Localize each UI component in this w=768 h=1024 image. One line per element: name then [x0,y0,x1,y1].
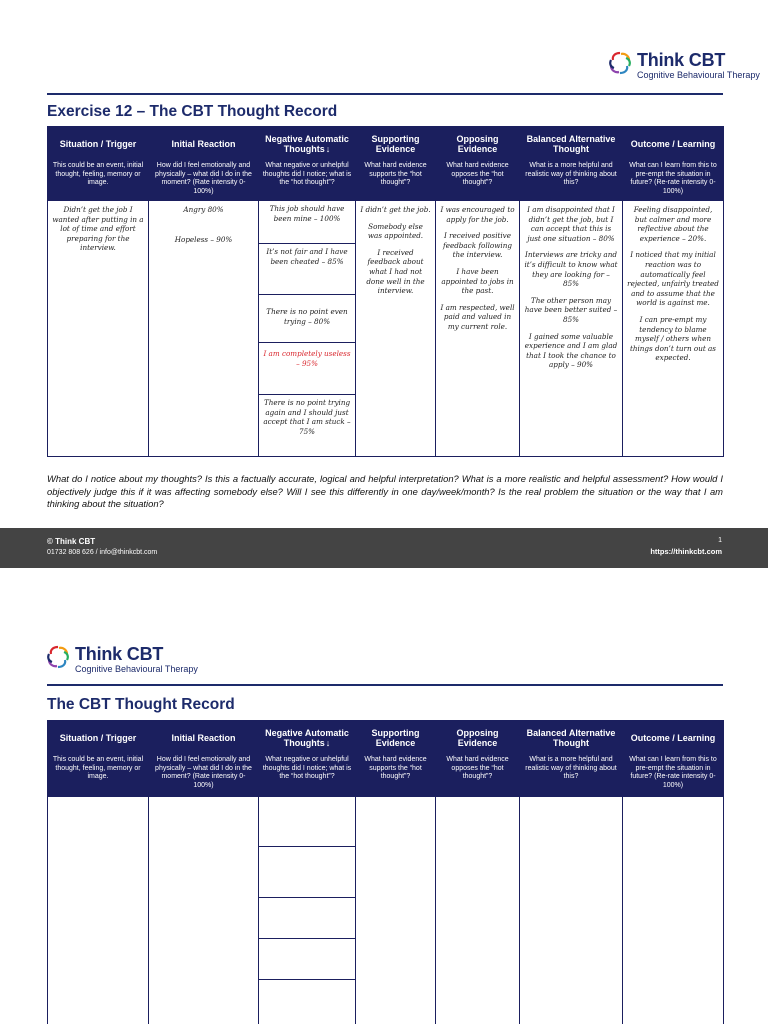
brand-tagline: Cognitive Behavioural Therapy [75,664,198,674]
footer-page-number: 1 [718,537,722,544]
blank-cell-balanced[interactable] [520,797,623,1024]
thought-record-table [47,126,724,457]
page-gap [0,568,768,592]
opposing-text: I was encouraged to apply for the job. [440,205,515,224]
blank-cell-nats [259,797,356,1024]
nat-item: It’s not fair and I have been cheated – 85% [259,244,355,295]
cell-reaction [149,201,259,457]
outcome-text: I noticed that my initial reaction was to automatically feel rejected, unfairly treated and to assume that the world is against me. [627,250,719,308]
outcome-text: I can pre-empt my tendency to blame myself / others when things don’t turn out as expected. [629,314,716,363]
balanced-text: I gained some valuable experience and I am glad that I took the chance to apply – 90% [524,331,618,370]
opposing-text: I have been appointed to jobs in the past. [441,266,514,296]
col-header-nats-label: Negative Automatic Thoughts [265,727,349,748]
col-desc-outcome: What can I learn from this to pre-empt the situation in future? (Re-rate intensity 0-100%) [623,161,724,201]
opposing-text: I received positive feedback following the interview. [443,231,512,260]
col-desc-opposing: What hard evidence opposes the “hot thought”? [436,161,520,201]
balanced-text: The other person may have been better suited – 85% [524,295,618,324]
col-desc-reaction: How did I feel emotionally and physically – what did I do in the moment? (Rate intensity 0-100%) [149,161,259,201]
col-desc-situation: This could be an event, initial thought, feeling, memory or image. [48,161,149,201]
arrow-down-icon: ↓ [325,737,331,748]
col-header-reaction: Initial Reaction [149,127,259,161]
col-header-situation: Situation / Trigger [48,721,149,755]
outcome-text: Feeling disappointed, but calmer and more reflective about the experience – 20%. [633,205,713,243]
col-desc-nats: What negative or unhelpful thoughts did I notice; what is the “hot thought”? [259,161,356,201]
nat-item: There is no point trying again and I should just accept that I am stuck – 75% [263,398,351,436]
col-header-balanced: Balanced Alternative Thought [520,127,623,161]
blank-nat-box[interactable] [259,847,355,898]
col-desc-opposing: What hard evidence opposes the “hot thought”? [436,755,520,797]
page-title: Exercise 12 – The CBT Thought Record [47,103,338,120]
col-header-balanced: Balanced Alternative Thought [520,721,623,755]
col-header-situation: Situation / Trigger [48,127,149,161]
cell-supporting [356,201,436,457]
col-header-nats-label: Negative Automatic Thoughts [265,133,349,154]
col-header-outcome: Outcome / Learning [623,127,724,161]
blank-cell-opposing[interactable] [436,797,520,1024]
blank-nat-box[interactable] [259,980,355,1024]
reaction-text: Angry 80% [183,205,224,214]
cell-outcome [623,201,724,457]
blank-cell-reaction[interactable] [149,797,259,1024]
col-header-reaction: Initial Reaction [149,721,259,755]
supporting-text: I received feedback about what I had not done well in the interview. [366,247,425,296]
blank-cell-outcome[interactable] [623,797,724,1024]
page-title: The CBT Thought Record [47,696,235,713]
blank-nat-box[interactable] [259,797,355,847]
page-2 [0,600,768,1024]
blank-cell-supporting[interactable] [356,797,436,1024]
footer-brand: © Think CBT [47,537,96,546]
col-desc-balanced: What is a more helpful and realistic way of thinking about this? [520,755,623,797]
col-header-nats [259,721,356,755]
swirl-logo-icon [607,50,633,76]
col-header-supporting: Supporting Evidence [356,127,436,161]
col-header-supporting: Supporting Evidence [356,721,436,755]
brand-logo [607,50,760,81]
col-header-nats [259,127,356,161]
balanced-text: I am disappointed that I didn’t get the job, but I can accept that this is just one situation – 80% [527,205,615,243]
balanced-text: Interviews are tricky and it’s difficult to know what they are looking for – 85% [524,250,618,289]
header-rule [47,93,723,95]
situation-text: Didn’t get the job I wanted after putting in a lot of time and effort preparing for the interview. [52,205,144,253]
brand-name: Think CBT [75,644,164,664]
nat-item: There is no point even trying – 80% [259,295,355,343]
blank-thought-record-table [47,720,724,1024]
opposing-text: I am respected, well paid and valued in my current role. [440,302,515,331]
nat-item-hot-thought: I am completely useless – 95% [259,343,355,395]
col-header-opposing: Opposing Evidence [436,721,520,755]
reflection-questions: What do I notice about my thoughts? Is this a factually accurate, logical and helpful interpretation? What is a more realistic and helpful assessment? How would I objectively judge this if it was affecting somebody else? Will I see this differently in one day/week/month? Is the real problem the situation or the way that I am thinking about the situation? [47,473,723,509]
brand-logo [45,644,198,675]
col-desc-reaction: How did I feel emotionally and physically – what did I do in the moment? (Rate intensity 0-100%) [149,755,259,797]
swirl-logo-icon [45,644,71,670]
supporting-text: I didn’t get the job. [360,205,431,214]
col-desc-supporting: What hard evidence supports the “hot thought”? [356,161,436,201]
cell-nats [259,201,356,457]
cell-opposing [436,201,520,457]
col-desc-nats: What negative or unhelpful thoughts did I notice; what is the “hot thought”? [259,755,356,797]
arrow-down-icon: ↓ [325,143,331,154]
header-rule [47,684,723,686]
footer-contact: 01732 808 626 / info@thinkcbt.com [47,549,158,556]
cell-balanced [520,201,623,457]
nat-item: This job should have been mine – 100% [259,201,355,244]
brand-name: Think CBT [637,50,726,70]
blank-nat-box[interactable] [259,939,355,980]
col-header-opposing: Opposing Evidence [436,127,520,161]
col-desc-supporting: What hard evidence supports the “hot thought”? [356,755,436,797]
supporting-text: Somebody else was appointed. [367,221,424,241]
page-footer [0,528,768,568]
footer-url[interactable]: https://thinkcbt.com [650,547,722,556]
col-desc-outcome: What can I learn from this to pre-empt the situation in future? (Re-rate intensity 0-100%) [623,755,724,797]
reaction-text: Hopeless – 90% [174,234,233,244]
col-desc-situation: This could be an event, initial thought, feeling, memory or image. [48,755,149,797]
brand-tagline: Cognitive Behavioural Therapy [637,70,760,80]
blank-cell-situation[interactable] [48,797,149,1024]
col-header-outcome: Outcome / Learning [623,721,724,755]
col-desc-balanced: What is a more helpful and realistic way of thinking about this? [520,161,623,201]
cell-situation [48,201,149,457]
blank-nat-box[interactable] [259,898,355,939]
